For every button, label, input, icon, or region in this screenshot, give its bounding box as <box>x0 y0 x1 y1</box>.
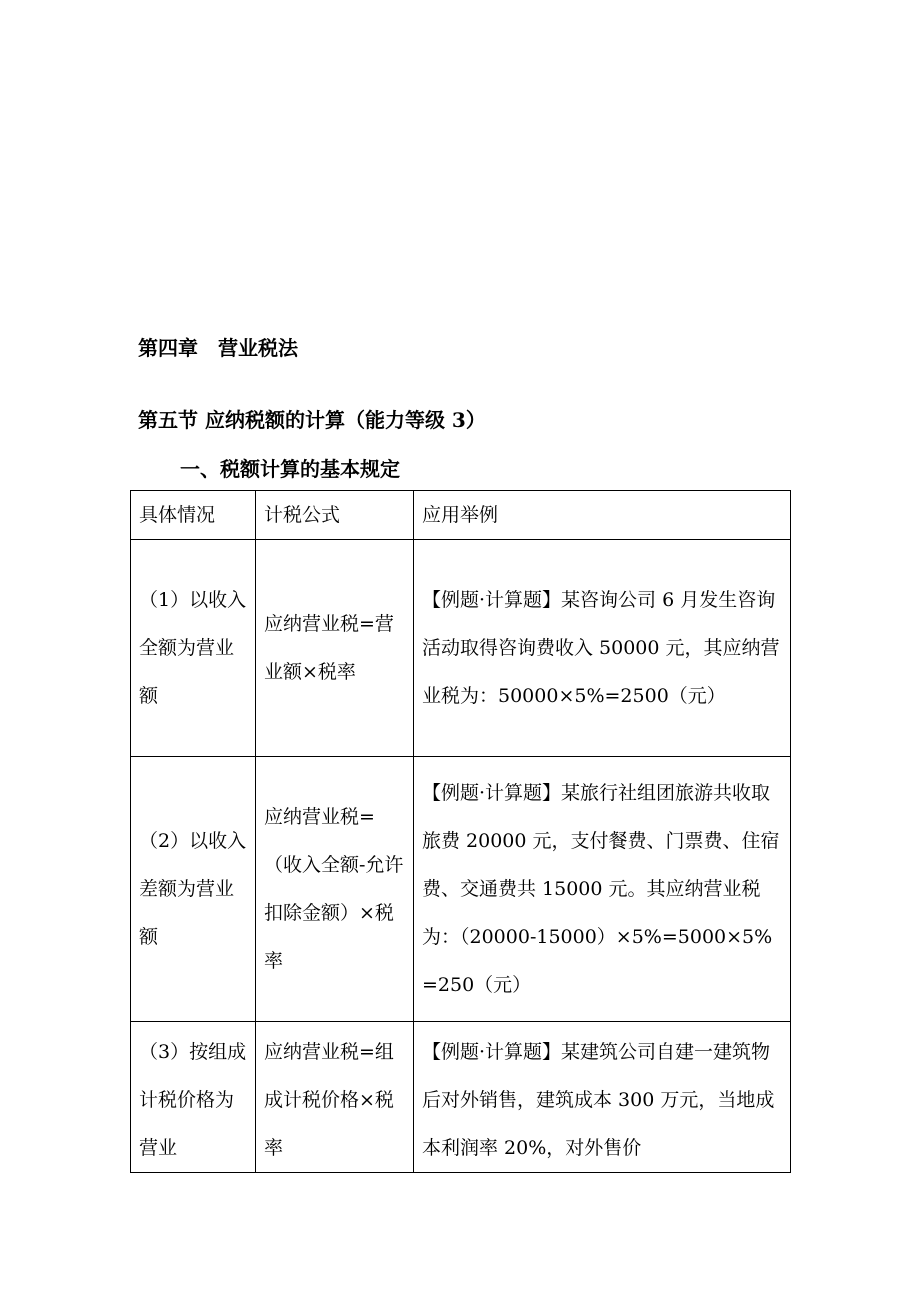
situation-cell: （2）以收入差额为营业额 <box>131 757 256 1022</box>
table-row <box>131 1022 791 1173</box>
table-row <box>131 757 791 1022</box>
situation-cell: （3）按组成计税价格为营业 <box>131 1022 256 1173</box>
chapter-title: 第四章 营业税法 <box>138 336 298 360</box>
formula-cell: 应纳营业税=组成计税价格×税率 <box>256 1022 414 1173</box>
subsection-title: 一、税额计算的基本规定 <box>180 457 400 481</box>
table-header-row <box>131 491 791 540</box>
example-cell: 【例题·计算题】某咨询公司 6 月发生咨询活动取得咨询费收入 50000 元，其应纳营业税为：50000×5%=2500（元） <box>414 540 791 757</box>
header-situation: 具体情况 <box>131 491 256 540</box>
situation-cell: （1）以收入全额为营业额 <box>131 540 256 757</box>
header-formula: 计税公式 <box>256 491 414 540</box>
formula-cell: 应纳营业税=营业额×税率 <box>256 540 414 757</box>
tax-calculation-table <box>130 490 791 1173</box>
formula-cell: 应纳营业税=（收入全额-允许扣除金额）×税率 <box>256 757 414 1022</box>
example-cell: 【例题·计算题】某旅行社组团旅游共收取旅费 20000 元，支付餐费、门票费、住宿费、交通费共 15000 元。其应纳营业税为：（20000-15000）×5%=5000×5%=250（元） <box>414 757 791 1022</box>
header-example: 应用举例 <box>414 491 791 540</box>
table-row <box>131 540 791 757</box>
example-cell: 【例题·计算题】某建筑公司自建一建筑物后对外销售，建筑成本 300 万元，当地成本利润率 20%，对外售价 <box>414 1022 791 1173</box>
section-title: 第五节 应纳税额的计算（能力等级 3） <box>138 408 486 432</box>
